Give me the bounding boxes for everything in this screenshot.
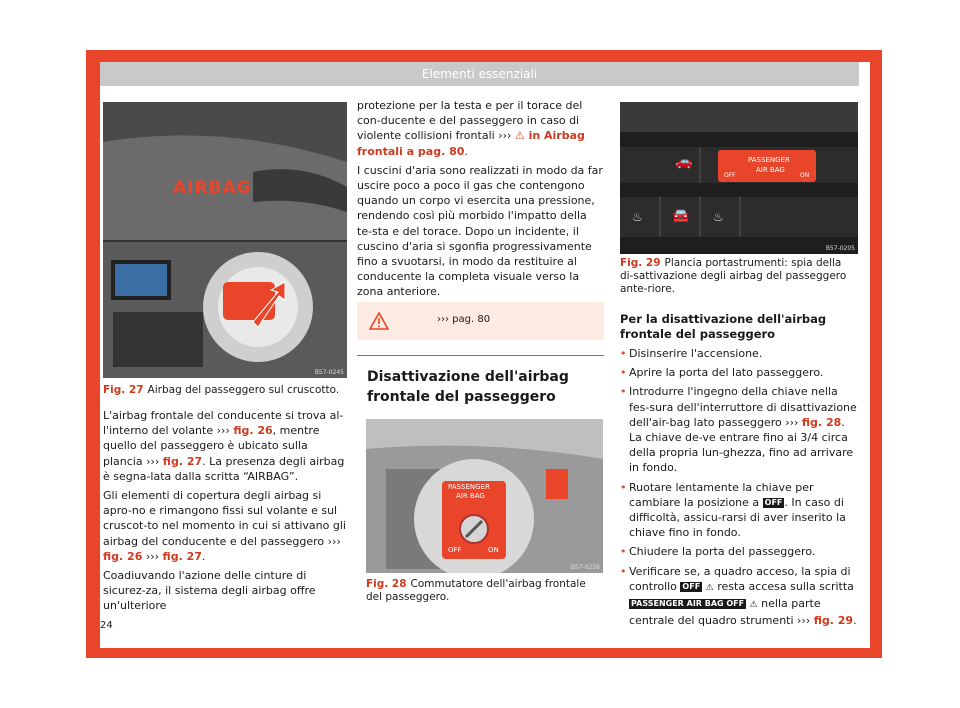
seat-heat-icon: ♨ [632,210,643,224]
page-number: 24 [100,620,113,631]
text: Gli elementi di copertura degli airbag si apro-no e rimangono fissi sul volante e sul cruscot-to nel momento in cui si attivano gli airbag del conducente e del passeggero [103,489,346,548]
middle-column [357,98,604,304]
fig-27-link[interactable]: fig. 27 [162,454,203,468]
procedure-heading: Per la disattivazione dell'airbag frontale del passeggero [620,312,827,341]
caption-number: Fig. 27 [103,384,144,396]
panel-label-off: OFF [724,172,736,179]
off-indicator: OFF [764,497,783,507]
text: Introdurre l'ingegno della chiave nella fes-sura dell'interruttore di disattivazione dell'air-bag lato passeggero [629,385,857,429]
switch-label-airbag: AIR BAG [456,492,485,500]
list-item [620,564,858,629]
figure-29-caption [620,257,858,296]
car-icon: 🚗 [675,154,693,170]
caption-text: Plancia portastrumenti: spia della di-sattivazione degli airbag del passeggero ante-riore. [620,257,847,295]
ref-arrow: ››› [216,424,230,438]
caption-text: Commutatore dell'airbag frontale del passeggero. [366,578,586,603]
paragraph: Coadiuvando l'azione delle cinture di sicurez-za, il sistema degli airbag offre un'ulteriore [103,569,316,613]
airbag-off-icon: ⚠ [705,582,714,593]
divider [357,355,604,356]
passenger-airbag-off-indicator: PASSENGER AIR BAG OFF [631,599,745,609]
list-item [620,480,858,541]
instrument-panel-illustration [620,102,858,254]
paragraph [103,488,347,564]
text: , mentre quello del passeggero è ubicato sulla plancia [103,424,320,468]
paragraph: I cuscini d'aria sono realizzati in modo da far uscire poco a poco il gas che contengono quando un corpo vi esercita una pressione, rendendo così più morbido l'impatto della te-sta e del torace. Dopo un incidente, il cuscino d'aria si sgonfia progressivamente fino a svuotarsi, in modo da restituire al conducente la completa visuale verso la zona anteriore. [357,163,603,299]
text: Ruotare lentamente la chiave per cambiare la posizione a [629,480,814,509]
page-header: Elementi essenziali [100,62,859,86]
figure-28 [366,419,603,573]
ref-arrow: ››› [785,415,799,429]
fig-27-link[interactable]: fig. 27 [162,549,202,563]
switch-label-on: ON [488,546,499,554]
paragraph [357,98,604,159]
image-code: B57-0205 [825,245,855,252]
warning-icon: ⚠ [514,129,525,143]
warning-icon [369,312,389,330]
panel-label-airbag: AIR BAG [756,166,785,174]
text: protezione per la testa e per il torace del con-ducente e del passeggero in caso di violente collisioni frontali [357,99,583,143]
ref-arrow: ››› [498,129,512,143]
off-indicator: OFF [682,581,701,591]
ref-arrow: ››› [146,454,160,468]
left-column [103,408,347,618]
list-item: • Aprire la porta del lato passeggero. [620,365,858,380]
airbag-off-icon: ⚠ [749,600,758,611]
caption-number: Fig. 29 [620,257,661,269]
text: nella parte centrale del quadro strumenti [629,597,821,628]
figure-29 [620,102,858,254]
caption-text: Airbag del passeggero sul cruscotto. [147,384,340,396]
figure-27-caption [103,384,347,397]
image-code: B57-0226 [570,564,600,571]
airbag-frontali-link[interactable]: in Airbag frontali a pag. 80 [357,129,585,158]
text: resta accesa sulla scritta [713,579,854,593]
section-title-text: Disattivazione dell'airbag frontale del passeggero [367,369,569,405]
fig-26-link[interactable]: fig. 26 [233,424,273,438]
panel-label-on: ON [800,172,810,179]
list-item: • Chiudere la porta del passeggero. [620,544,858,559]
image-code: B57-0245 [314,369,344,376]
text: . In caso di difficoltà, assicu-rarsi di aver inserito la chiave fino in fondo. [629,495,846,540]
text: . [853,614,857,628]
seat-heat-icon: ♨ [713,210,724,224]
figure-27 [103,102,347,378]
panel-label-passenger: PASSENGER [748,156,790,164]
caption-number: Fig. 28 [366,578,407,590]
airbag-label: AIRBAG [173,178,252,198]
right-column [620,312,858,632]
fig-29-link[interactable]: fig. 29 [813,614,854,628]
text: Verificare se, a quadro acceso, la spia di controllo [629,564,851,593]
list-item: • Disinserire l'accensione. [620,346,858,361]
ref-arrow: ››› [327,534,341,548]
section-title [367,367,604,407]
car-icon: 🚘 [672,208,690,224]
fig-26-link[interactable]: fig. 26 [103,549,143,563]
list-item [620,384,858,475]
figure-28-caption [366,578,603,604]
text: . [201,549,206,563]
warning-box [357,302,604,340]
ref-arrow: ››› [145,549,160,563]
text: . La chiave de-ve entrare fino ai 3/4 circa della propria lun-ghezza, fino ad arrivare in fondo. [629,415,854,475]
switch-label-off: OFF [448,546,462,554]
switch-label-passenger: PASSENGER [448,483,490,491]
text: L'airbag frontale del conducente si trova al-l'interno del volante [103,409,344,438]
ref-arrow: ››› [797,614,811,628]
airbag-dashboard-illustration [103,102,347,378]
text: . [464,144,468,158]
warning-ref-link[interactable]: ››› pag. 80 [437,314,491,325]
fig-28-link[interactable]: fig. 28 [801,415,842,429]
text: . La presenza degli airbag è segna-lata dalla scritta “AIRBAG”. [103,454,345,483]
paragraph [103,408,347,484]
